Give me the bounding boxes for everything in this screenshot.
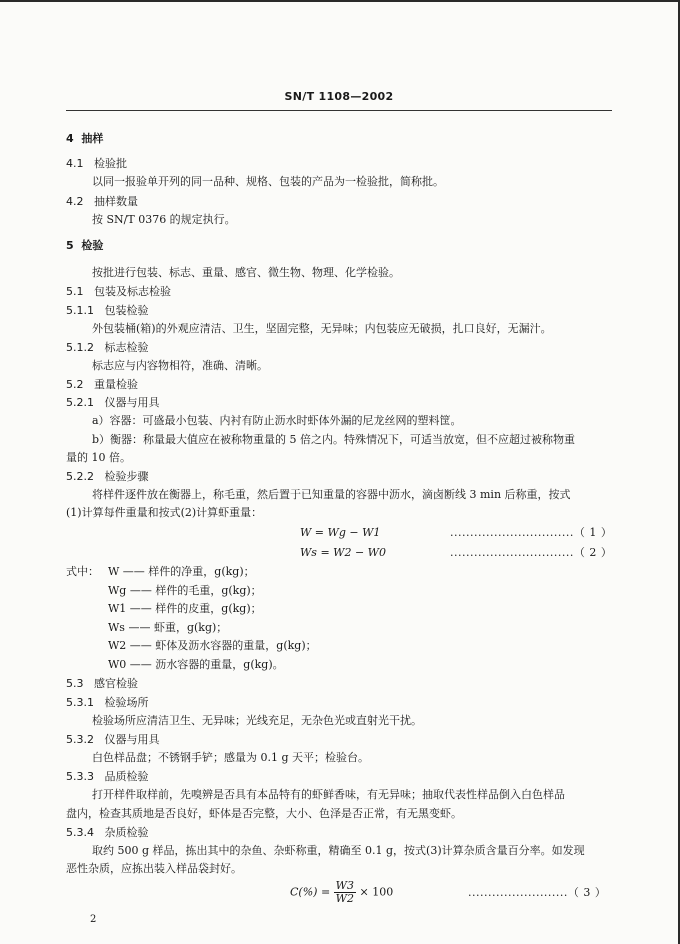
section-5-3-3-heading: 5.3.3 品质检验 xyxy=(66,770,149,783)
section-5-1-2-text: 标志应与内容物相符，准确、清晰。 xyxy=(92,359,268,372)
equation-3: C(%) = $\frac{W3}{W2}$ × 100 xyxy=(290,879,394,905)
section-4-2-heading: 4.2 抽样数量 xyxy=(66,195,138,208)
page-number: 2 xyxy=(90,914,97,925)
definition-item: W0 —— 沥水容器的重量，g(kg)。 xyxy=(108,658,284,671)
section-5-intro: 按批进行包装、标志、重量、感官、微生物、物理、化学检验。 xyxy=(92,266,400,279)
where-label: 式中： xyxy=(66,565,99,578)
section-5-2-1-item-b-line2: 量的 10 倍。 xyxy=(66,451,131,464)
equation-2: Ws = W2 − W0 xyxy=(300,546,386,559)
section-5-3-3-para-line1: 打开样件取样前，先嗅辨是否具有本品特有的虾鲜香味，有无异味；抽取代表性样品倒入白色样品 xyxy=(92,788,565,801)
section-5-2-2-heading: 5.2.2 检验步骤 xyxy=(66,470,149,483)
section-4-1-heading: 4.1 检验批 xyxy=(66,157,127,170)
section-5-2-heading: 5.2 重量检验 xyxy=(66,378,138,391)
header-rule xyxy=(66,110,612,111)
section-5-2-1-item-b-line1: b）衡器：称量最大值应在被称物重量的 5 倍之内。特殊情况下，可适当放宽，但不应超过被称物重 xyxy=(92,433,576,446)
definition-item: Ws —— 虾重，g(kg)； xyxy=(108,621,228,634)
section-5-3-2-text: 白色样品盘；不锈钢手铲；感量为 0.1 g 天平；检验台。 xyxy=(92,751,370,764)
definition-item: W1 —— 样件的皮重，g(kg)； xyxy=(108,602,262,615)
equation-1: W = Wg − W1 xyxy=(300,526,381,539)
section-4-1-text: 以同一报验单开列的同一品种、规格、包装的产品为一检验批，简称批。 xyxy=(92,175,444,188)
section-5-2-1-item-a: a）容器：可盛最小包装、内衬有防止沥水时虾体外漏的尼龙丝网的塑料筐。 xyxy=(92,414,462,427)
equation-3-fraction: $\frac{W3}{W2}$ xyxy=(335,879,354,905)
section-5-1-heading: 5.1 包装及标志检验 xyxy=(66,285,171,298)
section-5-1-1-heading: 5.1.1 包装检验 xyxy=(66,304,149,317)
equation-1-leader: ...............................（ 1 ） xyxy=(450,526,613,539)
definition-item: W —— 样件的净重，g(kg)； xyxy=(108,565,255,578)
section-5-3-4-para-line1: 取约 500 g 样品，拣出其中的杂鱼、杂虾称重，精确至 0.1 g，按式(3)计算杂质含量百分率。如发现 xyxy=(92,844,585,857)
section-5-3-2-heading: 5.3.2 仪器与用具 xyxy=(66,733,160,746)
section-5-3-heading: 5.3 感官检验 xyxy=(66,677,138,690)
section-4-heading: 4 抽样 xyxy=(66,132,104,145)
definition-item: Wg —— 样件的毛重，g(kg)； xyxy=(108,584,262,597)
section-5-3-1-text: 检验场所应清洁卫生、无异味；光线充足，无杂色光或直射光干扰。 xyxy=(92,714,422,727)
section-5-3-3-para-line2: 盘内，检查其质地是否良好，虾体是否完整，大小、色泽是否正常，有无黑变虾。 xyxy=(66,807,462,820)
section-5-3-4-para-line2: 恶性杂质，应拣出装入样品袋封好。 xyxy=(66,862,242,875)
section-5-1-1-text: 外包装桶(箱)的外观应清洁、卫生，坚固完整，无异味；内包装应无破损，扎口良好，无漏汁。 xyxy=(92,322,552,335)
section-5-1-2-heading: 5.1.2 标志检验 xyxy=(66,341,149,354)
section-5-3-4-heading: 5.3.4 杂质检验 xyxy=(66,826,149,839)
section-5-heading: 5 检验 xyxy=(66,239,104,252)
definition-item: W2 —— 虾体及沥水容器的重量，g(kg)； xyxy=(108,639,317,652)
section-5-3-1-heading: 5.3.1 检验场所 xyxy=(66,696,149,709)
section-5-2-2-para-line2: (1)计算每件重量和按式(2)计算虾重量： xyxy=(66,506,263,519)
standard-code-header: SN/T 1108—2002 xyxy=(284,90,394,103)
section-4-2-text: 按 SN/T 0376 的规定执行。 xyxy=(92,213,236,226)
section-5-2-1-heading: 5.2.1 仪器与用具 xyxy=(66,396,160,409)
section-5-2-2-para-line1: 将样件逐件放在衡器上，称毛重，然后置于已知重量的容器中沥水，滴卤断线 3 min 后称重，按式 xyxy=(92,488,571,501)
equation-2-leader: ...............................（ 2 ） xyxy=(450,546,613,559)
equation-3-leader: .........................（ 3 ） xyxy=(468,886,607,899)
